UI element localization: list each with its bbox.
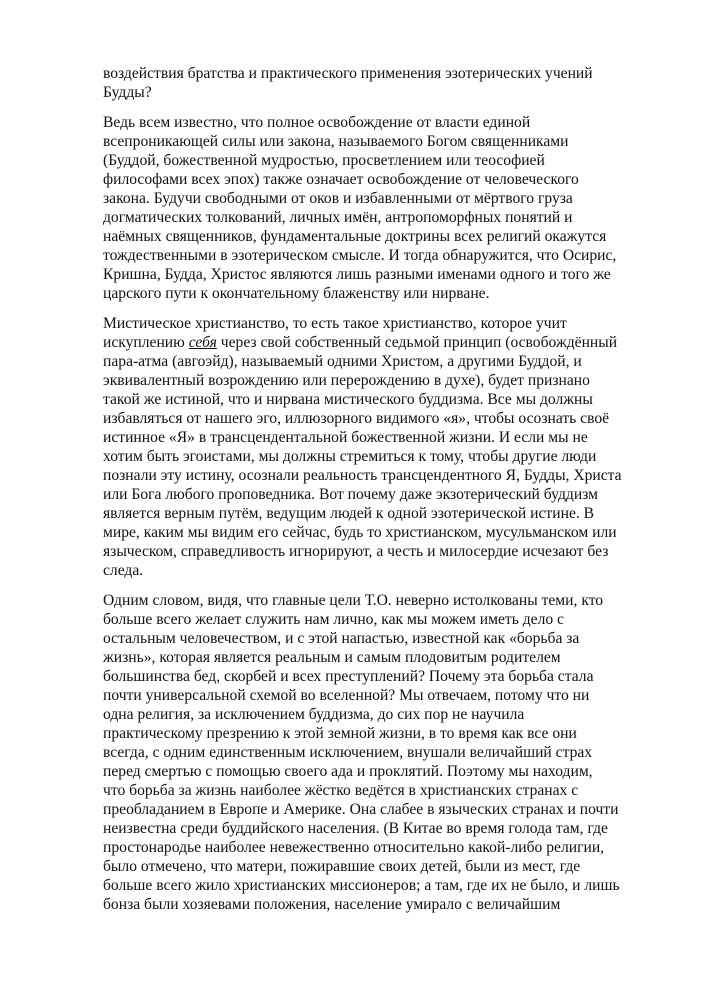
text-line: одна религия, за исключением буддизма, до сих пор не научила [103, 706, 525, 723]
text-run: искуплению [103, 334, 189, 351]
text-line: эквивалентный возрождению или перерождению в духе), будет признано [103, 372, 590, 389]
paragraph-4 [103, 591, 663, 914]
text-line: преобладанием в Европе и Америке. Она слабее в языческих странах и почти [103, 801, 619, 818]
text-line: Будды? [103, 84, 152, 101]
document-page [103, 64, 663, 925]
text-line: познали эту истину, осознали реальность трансцендентного Я, Будды, Христа [103, 467, 622, 484]
text-line: Мистическое христианство, то есть такое христианство, которое учит [103, 315, 567, 332]
text-line: такой же истиной, что и нирвана мистического буддизма. Все мы должны [103, 391, 593, 408]
text-line: что борьба за жизнь наиболее жёстко ведётся в христианских странах с [103, 782, 579, 799]
paragraph-1 [103, 64, 663, 102]
text-run: через свой собственный седьмой принцип (освобождённый [216, 334, 618, 351]
text-line: философами всех эпох) также означает освобождение от человеческого [103, 171, 579, 188]
text-line: закона. Будучи свободными от оков и избавленными от мёртвого груза [103, 190, 573, 207]
text-line: больше всего желает служить нам лично, как мы можем иметь дело с [103, 611, 564, 628]
text-line: почти универсальной схемой во вселенной? Мы отвечаем, потому что ни [103, 687, 590, 704]
paragraph-3 [103, 314, 663, 580]
text-line: остальным человечеством, и с этой напастью, известной как «борьба за [103, 630, 580, 647]
text-line: пара-атма (авгоэйд), называемый одними Христом, а другими Буддой, и [103, 353, 582, 370]
text-line: воздействия братства и практического применения эзотерических учений [103, 65, 593, 82]
text-line: истинное «Я» в трансцендентальной божественной жизни. И если мы не [103, 429, 588, 446]
text-line: всепроникающей силы или закона, называемого Богом священниками [103, 133, 569, 150]
text-line: наёмных священников, фундаментальные доктрины всех религий окажутся [103, 228, 607, 245]
text-line: перед смертью с помощью своего ада и проклятий. Поэтому мы находим, [103, 763, 593, 780]
text-line: большинства бед, скорбей и всех преступлений? Почему эта борьба стала [103, 668, 594, 685]
text-line: или Бога любого проповедника. Вот почему даже экзотерический буддизм [103, 486, 598, 503]
text-line: хотим быть эгоистами, мы должны стремиться к тому, чтобы другие люди [103, 448, 597, 465]
text-line: всегда, с одним единственным исключением, внушали величайший страх [103, 744, 593, 761]
text-line: догматических толкований, личных имён, антропоморфных понятий и [103, 209, 573, 226]
text-line: избавляться от нашего эго, иллюзорного видимого «я», чтобы осознать своё [103, 410, 610, 427]
text-line: языческом, справедливость игнорируют, а честь и милосердие исчезают без [103, 543, 609, 560]
text-line: (Буддой, божественной мудростью, просветлением или теософией [103, 152, 545, 169]
text-line: практическому презрению к этой земной жизни, в то время как все они [103, 725, 577, 742]
text-line: Ведь всем известно, что полное освобождение от власти единой [103, 114, 531, 131]
text-line: тождественными в эзотерическом смысле. И тогда обнаружится, что Осирис, [103, 247, 617, 264]
text-line: мире, каким мы видим его сейчас, будь то христианском, мусульманском или [103, 524, 617, 541]
text-line: следа. [103, 562, 144, 579]
emphasized-word: себя [188, 334, 217, 351]
paragraph-2 [103, 113, 663, 303]
text-line: царского пути к окончательному блаженству или нирване. [103, 285, 490, 302]
text-line: жизнь», которая является реальным и самым плодовитым родителем [103, 649, 561, 666]
text-line: бонза были хозяевами положения, население умирало с величайшим [103, 896, 561, 913]
text-line: является верным путём, ведущим людей к одной эзотерической истине. В [103, 505, 595, 522]
text-line: неизвестна среди буддийского населения. (В Китае во время голода там, где [103, 820, 608, 837]
text-line: простонародье наиболее невежественно относительно какой-либо религии, [103, 839, 605, 856]
text-line: Одним словом, видя, что главные цели Т.О. неверно истолкованы теми, кто [103, 592, 604, 609]
text-line-with-emphasis [103, 333, 663, 352]
text-line: больше всего жило христианских миссионеров; а там, где их не было, и лишь [103, 877, 620, 894]
text-line: было отмечено, что матери, пожиравшие своих детей, были из мест, где [103, 858, 581, 875]
text-line: Кришна, Будда, Христос являются лишь разными именами одного и того же [103, 266, 611, 283]
